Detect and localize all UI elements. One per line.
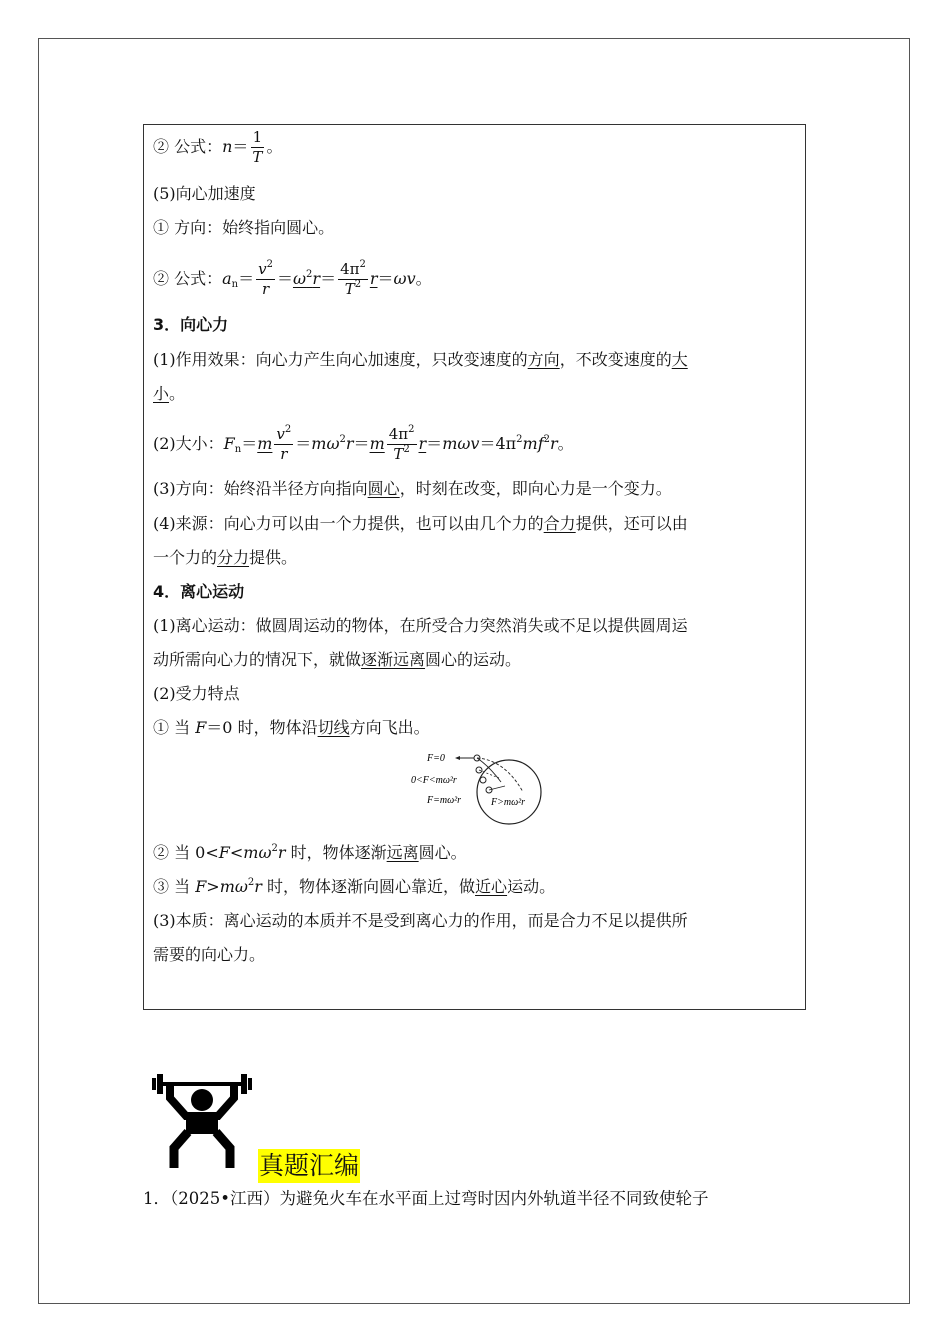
case-f-zero: ① 当 F＝0 时，物体沿切线方向飞出。 [153,718,430,737]
diagram-label-f0: F=0 [427,753,445,764]
essence-line-cont: 需要的向心力。 [153,945,266,964]
equals: ＝ [232,137,249,156]
var-n: n [222,137,233,156]
fraction-v2-over-r: $\frac{v^2}{r}$ [258,259,273,298]
effect-line-cont: 小。 [153,384,186,403]
effect-line: (1)作用效果：向心力产生向心加速度，只改变速度的方向，不改变速度的大 [153,350,688,369]
heading-centripetal-acceleration: (5)向心加速度 [153,184,256,203]
omega-squared-r: $\omega^2r$ [292,269,321,288]
heading-centrifugal-motion: 4．离心运动 [153,582,245,601]
formula-frequency: ② 公式：n＝ $\frac{1}{T}$ 。 [153,128,283,166]
case-f-greater: ③ 当 $F>m\omega^2r$ 时，物体逐渐向圆心靠近，做近心运动。 [153,877,556,896]
heading-centripetal-force: 3．向心力 [153,315,229,334]
weightlifter-icon [150,1072,254,1170]
force-characteristics-heading: (2)受力特点 [153,684,240,703]
direction-force-line: (3)方向：始终沿半径方向指向圆心，时刻在改变，即向心力是一个变力。 [153,479,672,498]
source-line-cont: 一个力的分力提供。 [153,548,298,567]
formula-label: ② 公式： [153,137,223,156]
source-line: (4)来源：向心力可以由一个力提供，也可以由几个力的合力提供，还可以由 [153,514,688,533]
direction-line: ① 方向：始终指向圆心。 [153,218,335,237]
question-1: 1．（2025•江西）为避免火车在水平面上过弯时因内外轨道半径不同致使轮子 [143,1189,709,1208]
essence-line: (3)本质：离心运动的本质并不是受到离心力的作用，而是合力不足以提供所 [153,911,688,930]
fraction-1-over-T: $\frac{1}{T}$ [252,128,263,166]
diagram-label-eq: F=mω²r [427,795,462,806]
formula-force: (2)大小：$F_n=m$ $\frac{v^2}{r}$ $=m\omega^2r=m$ $\frac{4\pi^2}{T^2}$ $r=m\omega v=4\pi^2mf^2r$。 [153,424,574,463]
centrifugal-diagram [405,748,550,830]
formula-acceleration: ② 公式：$a_n=$ $\frac{v^2}{r}$ $=\omega^2r=$ $\frac{4\pi^2}{T^2}$ r＝ωv。 [153,259,432,298]
centrifugal-def-line: (1)离心运动：做圆周运动的物体，在所受合力突然消失或不足以提供圆周运 [153,616,688,635]
section-title: 真题汇编 [258,1149,360,1183]
fraction-4pi2-over-T2: $\frac{4\pi^2}{T^2}$ [340,259,366,298]
case-f-less: ② 当 $0<F<m\omega^2r$ 时，物体逐渐远离圆心。 [153,843,467,862]
diagram-label-lt: 0<F<mω²r [411,775,457,786]
centrifugal-def-cont: 动所需向心力的情况下，就做逐渐远离圆心的运动。 [153,650,522,669]
diagram-label-gt: F>mω²r [491,797,526,808]
